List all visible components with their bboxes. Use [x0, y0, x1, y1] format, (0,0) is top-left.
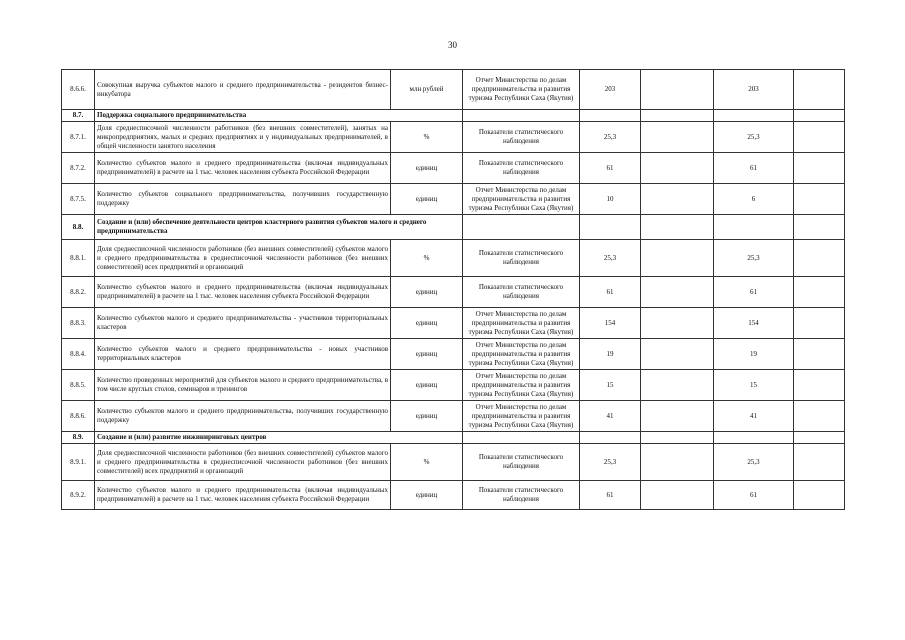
indicator-name: Количество субъектов социального предпринимательства, получивших государственную поддержку [95, 184, 391, 215]
empty-cell [641, 215, 714, 240]
section-code: 8.7. [62, 110, 95, 122]
value-cell-1: 15 [580, 370, 641, 401]
value-cell-4 [794, 277, 845, 308]
unit-cell: единиц [391, 277, 463, 308]
value-cell-2 [641, 308, 714, 339]
value-cell-1: 10 [580, 184, 641, 215]
unit-cell: единиц [391, 184, 463, 215]
value-cell-3: 6 [714, 184, 794, 215]
value-cell-3: 41 [714, 401, 794, 432]
value-cell-1: 25,3 [580, 122, 641, 153]
value-cell-4 [794, 444, 845, 481]
empty-cell [641, 432, 714, 444]
value-cell-1: 25,3 [580, 444, 641, 481]
value-cell-1: 19 [580, 339, 641, 370]
indicator-name: Количество субъектов малого и среднего предпринимательства (включая индивидуальных предпринимателей) в расчете на 1 тыс. человек населения субъекта Российской Федерации [95, 153, 391, 184]
source-cell: Показатели статистического наблюдения [463, 444, 580, 481]
value-cell-2 [641, 122, 714, 153]
section-code: 8.9. [62, 432, 95, 444]
empty-cell [714, 110, 794, 122]
page-number: 30 [448, 40, 457, 50]
table-body [62, 70, 845, 510]
empty-cell [580, 110, 641, 122]
empty-cell [714, 215, 794, 240]
indicator-code: 8.8.4. [62, 339, 95, 370]
value-cell-3: 61 [714, 481, 794, 510]
unit-cell: единиц [391, 153, 463, 184]
value-cell-2 [641, 153, 714, 184]
section-title: Поддержка социального предпринимательства [95, 110, 463, 122]
indicator-name: Количество субъектов малого и среднего предпринимательства - новых участников территориальных кластеров [95, 339, 391, 370]
table-row [62, 122, 845, 153]
value-cell-1: 61 [580, 153, 641, 184]
source-cell: Показатели статистического наблюдения [463, 481, 580, 510]
source-cell: Отчет Министерства по делам предпринимательства и развития туризма Республики Саха (Якутия) [463, 70, 580, 110]
indicator-name: Количество субъектов малого и среднего предпринимательства (включая индивидуальных предпринимателей) в расчете на 1 тыс. человек населения субъекта Российской Федерации [95, 277, 391, 308]
value-cell-2 [641, 277, 714, 308]
empty-cell [794, 110, 845, 122]
empty-cell [641, 110, 714, 122]
empty-cell [463, 432, 580, 444]
section-code: 8.8. [62, 215, 95, 240]
unit-cell: млн рублей [391, 70, 463, 110]
value-cell-2 [641, 444, 714, 481]
unit-cell: единиц [391, 401, 463, 432]
value-cell-4 [794, 122, 845, 153]
source-cell: Отчет Министерства по делам предпринимательства и развития туризма Республики Саха (Якутия) [463, 184, 580, 215]
indicator-name: Доля среднесписочной численности работников (без внешних совместителей), занятых на микропредприятиях, малых и средних предприятиях и у индивидуальных предпринимателей, в общей численности занятого населения [95, 122, 391, 153]
value-cell-3: 61 [714, 277, 794, 308]
source-cell: Отчет Министерства по делам предпринимательства и развития туризма Республики Саха (Якутия) [463, 308, 580, 339]
source-cell: Показатели статистического наблюдения [463, 122, 580, 153]
value-cell-4 [794, 339, 845, 370]
value-cell-2 [641, 339, 714, 370]
indicator-code: 8.7.1. [62, 122, 95, 153]
table-row [62, 444, 845, 481]
value-cell-2 [641, 481, 714, 510]
value-cell-4 [794, 240, 845, 277]
value-cell-1: 25,3 [580, 240, 641, 277]
value-cell-3: 25,3 [714, 122, 794, 153]
value-cell-3: 61 [714, 153, 794, 184]
unit-cell: единиц [391, 339, 463, 370]
table-row [62, 277, 845, 308]
source-cell: Отчет Министерства по делам предпринимательства и развития туризма Республики Саха (Якутия) [463, 339, 580, 370]
value-cell-2 [641, 401, 714, 432]
value-cell-3: 203 [714, 70, 794, 110]
table-row [62, 308, 845, 339]
table-row [62, 70, 845, 110]
unit-cell: % [391, 122, 463, 153]
source-cell: Отчет Министерства по делам предпринимательства и развития туризма Республики Саха (Якутия) [463, 370, 580, 401]
value-cell-1: 154 [580, 308, 641, 339]
indicator-code: 8.8.3. [62, 308, 95, 339]
indicator-code: 8.7.5. [62, 184, 95, 215]
indicator-code: 8.8.1. [62, 240, 95, 277]
indicator-name: Совокупная выручка субъектов малого и среднего предпринимательства - резидентов бизнес-инкубатора [95, 70, 391, 110]
indicators-table [61, 69, 845, 510]
source-cell: Показатели статистического наблюдения [463, 277, 580, 308]
indicator-name: Количество проведенных мероприятий для субъектов малого и среднего предпринимательства, в том числе круглых столов, семинаров и тренингов [95, 370, 391, 401]
indicator-code: 8.9.2. [62, 481, 95, 510]
table-row [62, 481, 845, 510]
value-cell-4 [794, 308, 845, 339]
value-cell-1: 203 [580, 70, 641, 110]
value-cell-3: 25,3 [714, 240, 794, 277]
value-cell-3: 25,3 [714, 444, 794, 481]
empty-cell [463, 215, 580, 240]
indicator-name: Доля среднесписочной численности работников (без внешних совместителей) субъектов малого и среднего предпринимательства в среднесписочной численности работников (без внешних совместителей) всех предприятий и организаций [95, 444, 391, 481]
table-row [62, 339, 845, 370]
indicator-code: 8.6.6. [62, 70, 95, 110]
source-cell: Отчет Министерства по делам предпринимательства и развития туризма Республики Саха (Якутия) [463, 401, 580, 432]
value-cell-2 [641, 184, 714, 215]
table-row [62, 401, 845, 432]
source-cell: Показатели статистического наблюдения [463, 240, 580, 277]
value-cell-4 [794, 481, 845, 510]
table-row [62, 153, 845, 184]
table-row [62, 240, 845, 277]
table-row [62, 184, 845, 215]
empty-cell [463, 110, 580, 122]
value-cell-2 [641, 370, 714, 401]
indicator-code: 8.8.5. [62, 370, 95, 401]
table-row [62, 370, 845, 401]
value-cell-4 [794, 153, 845, 184]
value-cell-4 [794, 370, 845, 401]
section-row [62, 110, 845, 122]
value-cell-3: 154 [714, 308, 794, 339]
unit-cell: единиц [391, 308, 463, 339]
value-cell-3: 19 [714, 339, 794, 370]
indicator-code: 8.9.1. [62, 444, 95, 481]
value-cell-4 [794, 70, 845, 110]
section-title: Создание и (или) обеспечение деятельности центров кластерного развития субъектов малого и среднего предпринимательства [95, 215, 463, 240]
empty-cell [794, 432, 845, 444]
unit-cell: % [391, 444, 463, 481]
value-cell-4 [794, 401, 845, 432]
unit-cell: единиц [391, 370, 463, 401]
indicator-code: 8.7.2. [62, 153, 95, 184]
indicator-code: 8.8.6. [62, 401, 95, 432]
section-row [62, 215, 845, 240]
empty-cell [580, 215, 641, 240]
section-row [62, 432, 845, 444]
value-cell-1: 41 [580, 401, 641, 432]
value-cell-1: 61 [580, 277, 641, 308]
value-cell-2 [641, 240, 714, 277]
indicator-name: Количество субъектов малого и среднего предпринимательства, получивших государственную поддержку [95, 401, 391, 432]
value-cell-4 [794, 184, 845, 215]
value-cell-1: 61 [580, 481, 641, 510]
empty-cell [794, 215, 845, 240]
empty-cell [714, 432, 794, 444]
indicator-code: 8.8.2. [62, 277, 95, 308]
source-cell: Показатели статистического наблюдения [463, 153, 580, 184]
section-title: Создание и (или) развитие инжиниринговых центров [95, 432, 463, 444]
unit-cell: % [391, 240, 463, 277]
indicator-name: Количество субъектов малого и среднего предпринимательства - участников территориальных кластеров [95, 308, 391, 339]
indicator-name: Доля среднесписочной численности работников (без внешних совместителей) субъектов малого и среднего предпринимательства в среднесписочной численности работников (без внешних совместителей) всех предприятий и организаций [95, 240, 391, 277]
indicator-name: Количество субъектов малого и среднего предпринимательства (включая индивидуальных предпринимателей) в расчете на 1 тыс. человек населения субъекта Российской Федерации [95, 481, 391, 510]
unit-cell: единиц [391, 481, 463, 510]
empty-cell [580, 432, 641, 444]
value-cell-2 [641, 70, 714, 110]
value-cell-3: 15 [714, 370, 794, 401]
